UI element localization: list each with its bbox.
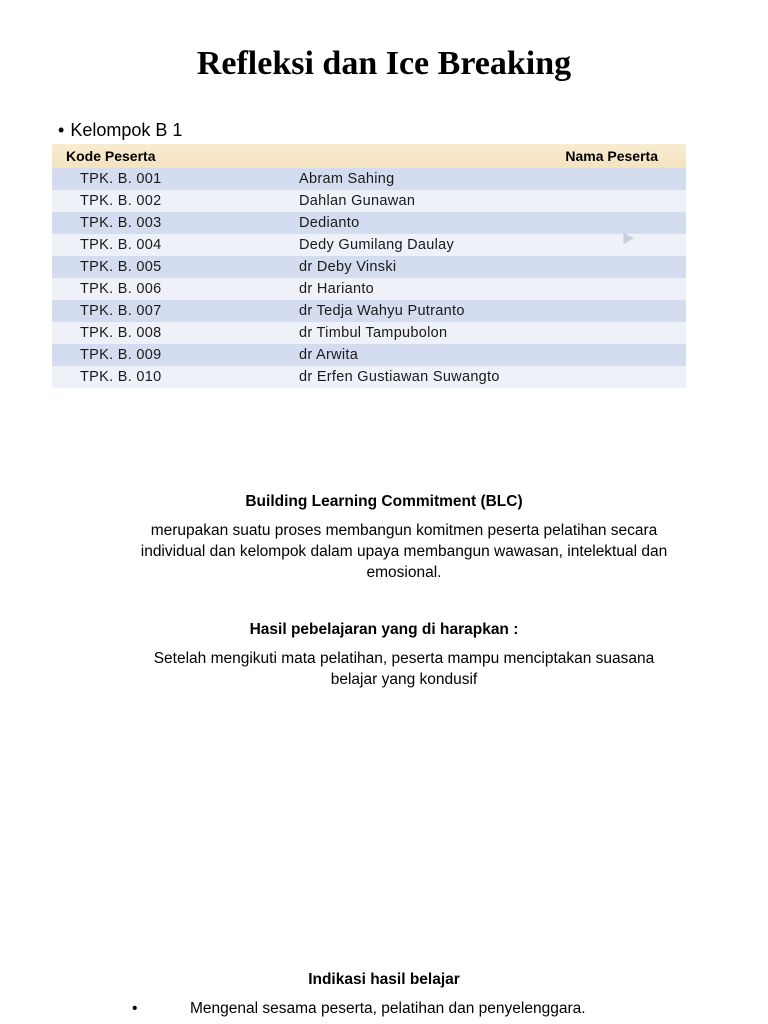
blc-description: merupakan suatu proses membangun komitmen peserta pelatihan secara individual dan kelompok dalam upaya membangun wawasan, intelektual dan emosional. [140,522,668,581]
row-name: dr Harianto [299,281,375,297]
table-row [52,168,686,190]
row-code: TPK. B. 006 [80,281,162,297]
table-row [52,322,686,344]
participant-table [52,144,686,388]
table-header [52,144,686,168]
header-code: Kode Peserta [66,148,156,164]
blc-heading: Building Learning Commitment (BLC) [245,493,523,510]
row-code: TPK. B. 004 [80,237,162,253]
row-name: Dahlan Gunawan [299,193,416,209]
table-row [52,366,686,388]
table-row [52,234,686,256]
row-code: TPK. B. 010 [80,369,162,385]
bullet-icon: • [132,1000,138,1017]
table-row [52,344,686,366]
row-name: Dedy Gumilang Daulay [299,237,455,253]
page-title: Refleksi dan Ice Breaking [196,45,572,82]
row-name: dr Erfen Gustiawan Suwangto [299,369,500,385]
row-name: dr Tedja Wahyu Putranto [299,303,465,319]
row-name: Dedianto [299,215,360,231]
table-row [52,212,686,234]
table-row [52,256,686,278]
indicator-text: Mengenal sesama peserta, pelatihan dan penyelenggara. [190,1000,586,1017]
header-name: Nama Peserta [565,148,658,164]
bullet-icon: • [58,120,65,140]
row-name: dr Deby Vinski [299,259,397,275]
row-name: dr Arwita [299,347,359,363]
row-code: TPK. B. 008 [80,325,162,341]
row-code: TPK. B. 009 [80,347,162,363]
outcome-heading: Hasil pebelajaran yang di harapkan : [249,621,519,638]
indicators-heading: Indikasi hasil belajar [308,971,460,988]
row-code: TPK. B. 003 [80,215,162,231]
table-row [52,278,686,300]
group-label-text: Kelompok B 1 [70,120,183,140]
outcome-description: Setelah mengikuti mata pelatihan, peserta mampu menciptakan suasana belajar yang kondusif [153,650,655,688]
row-code: TPK. B. 007 [80,303,162,319]
row-code: TPK. B. 002 [80,193,162,209]
table-row [52,300,686,322]
row-name: Abram Sahing [299,171,395,187]
row-code: TPK. B. 005 [80,259,162,275]
row-name: dr Timbul Tampubolon [299,325,448,341]
table-row [52,190,686,212]
row-code: TPK. B. 001 [80,171,162,187]
group-label [58,118,182,142]
